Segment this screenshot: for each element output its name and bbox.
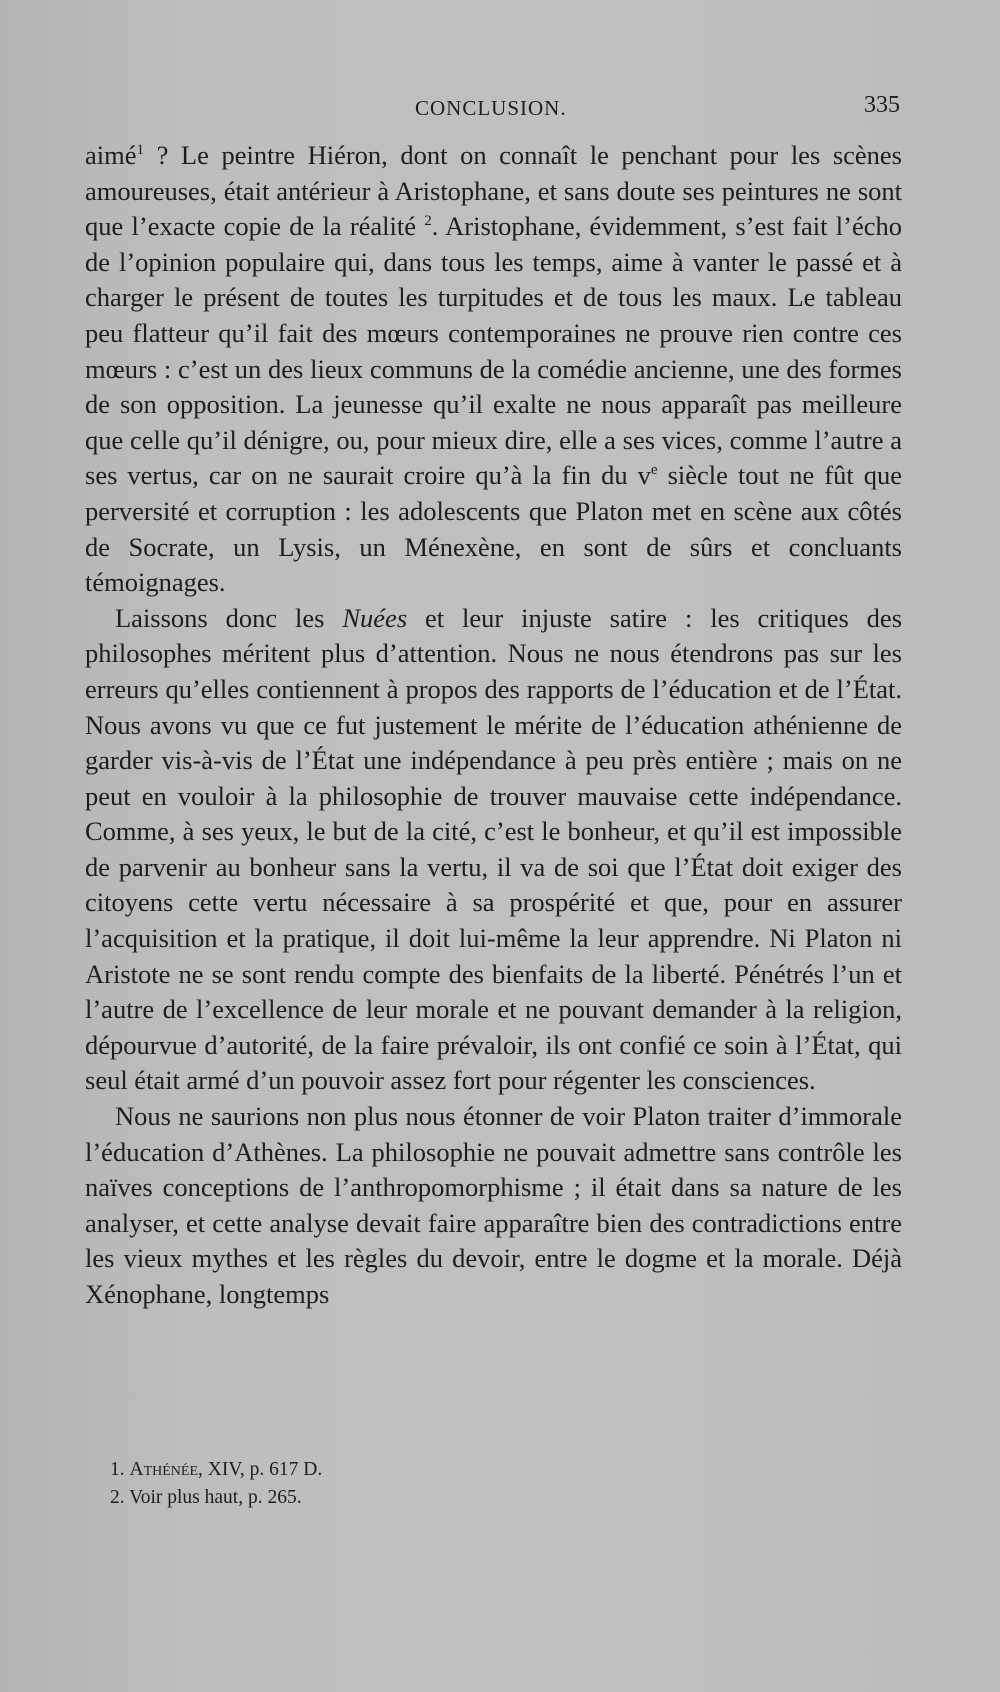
paragraph-1 — [85, 138, 902, 601]
footnote-2-number: 2. — [110, 1487, 125, 1508]
page-number: 335 — [864, 92, 900, 118]
footnote-1 — [110, 1456, 710, 1484]
footnote-2 — [110, 1484, 710, 1512]
paragraph-3: Nous ne saurions non plus nous étonner de voir Platon traiter d’immorale l’éducation d’Athènes. La philosophie ne pouvait admettre sans contrôle les naïves conceptions de l’anthropomorphisme ; il était dans sa nature de les analyser, et cette analyse devait faire apparaître bien des contradictions entre les vieux mythes et les règles du devoir, entre le dogme et la morale. Déjà Xénophane, longtemps — [85, 1101, 902, 1309]
footnote-1-author: Athénée — [129, 1459, 199, 1480]
running-head — [85, 92, 900, 126]
paragraph-2-text-a: Laissons donc les — [115, 602, 343, 633]
century-superscript: e — [650, 462, 658, 479]
work-title-italic: Nuées — [342, 602, 408, 633]
footnote-2-reference: Voir plus haut, p. 265. — [129, 1487, 302, 1508]
footnote-1-number: 1. — [110, 1459, 125, 1480]
footnote-1-reference: , XIV, p. 617 D. — [198, 1459, 323, 1480]
paragraph-2-text-b: et leur injuste satire : les critiques des philosophes méritent plus d’attention. Nous ne nous étendrons pas sur les erreurs qu’elles contiennent à propos des rapports de l’éducation et de l’État. Nous avons vu que ce fut justement le mérite de l’éducation athénienne de garder vis-à-vis de l’État une indépendance à peu près entière ; mais on ne peut en vouloir à la philosophie de trouver mauvaise cette indépendance. Comme, à ses yeux, le but de la cité, c’est le bonheur, et qu’il est impossible de parvenir au bonheur sans la vertu, il va de soi que l’État doit exiger des citoyens cette vertu nécessaire à sa prospérité et que, pour en assurer l’acquisition et la pratique, il doit lui-même la leur apprendre. Ni Platon ni Aristote ne se sont rendu compte des bienfaits de la liberté. Pénétrés l’un et l’autre de l’excellence de leur morale et ne pouvant demander à la religion, dépourvue d’autorité, de la faire prévaloir, ils ont confié ce soin à l’État, qui seul était armé d’un pouvoir assez fort pour régenter les consciences. — [85, 602, 903, 1096]
paragraph-2 — [85, 601, 902, 1099]
running-title: CONCLUSION. — [415, 96, 567, 120]
paragraph-1-text-b: ? Le peintre Hiéron, dont on connaît le penchant pour les scènes amoureuses, était antérieur à Aristophane, et sans doute ses peintures ne sont que l’exacte copie de la réalité — [85, 140, 902, 242]
footnote-ref-2: 2 — [424, 213, 432, 230]
footnotes — [110, 1456, 710, 1512]
footnote-ref-1: 1 — [136, 142, 144, 159]
body-text — [85, 138, 902, 1313]
paragraph-1-text-c: . Aristophane, évidemment, s’est fait l’écho de l’opinion populaire qui, dans tous les temps, aime à vanter le passé et à charger le présent de toutes les turpitudes et de tous les maux. Le tableau peu flatteur qu’il fait des mœurs contemporaines ne prouve rien contre ces mœurs : c’est un des lieux communs de la comédie ancienne, une des formes de son opposition. La jeunesse qu’il exalte ne nous apparaît pas meilleure que celle qu’il dénigre, ou, pour mieux dire, elle a ses vices, comme l’autre a ses vertus, car on ne saurait croire qu’à la fin du v — [85, 211, 902, 491]
paragraph-1-text-d: siècle tout ne fût que perversité et corruption : les adolescents que Platon met en scène aux côtés de Socrate, un Lysis, un Ménexène, en sont de sûrs et concluants témoignages. — [85, 460, 902, 598]
paragraph-1-text-a: aimé — [85, 140, 137, 170]
